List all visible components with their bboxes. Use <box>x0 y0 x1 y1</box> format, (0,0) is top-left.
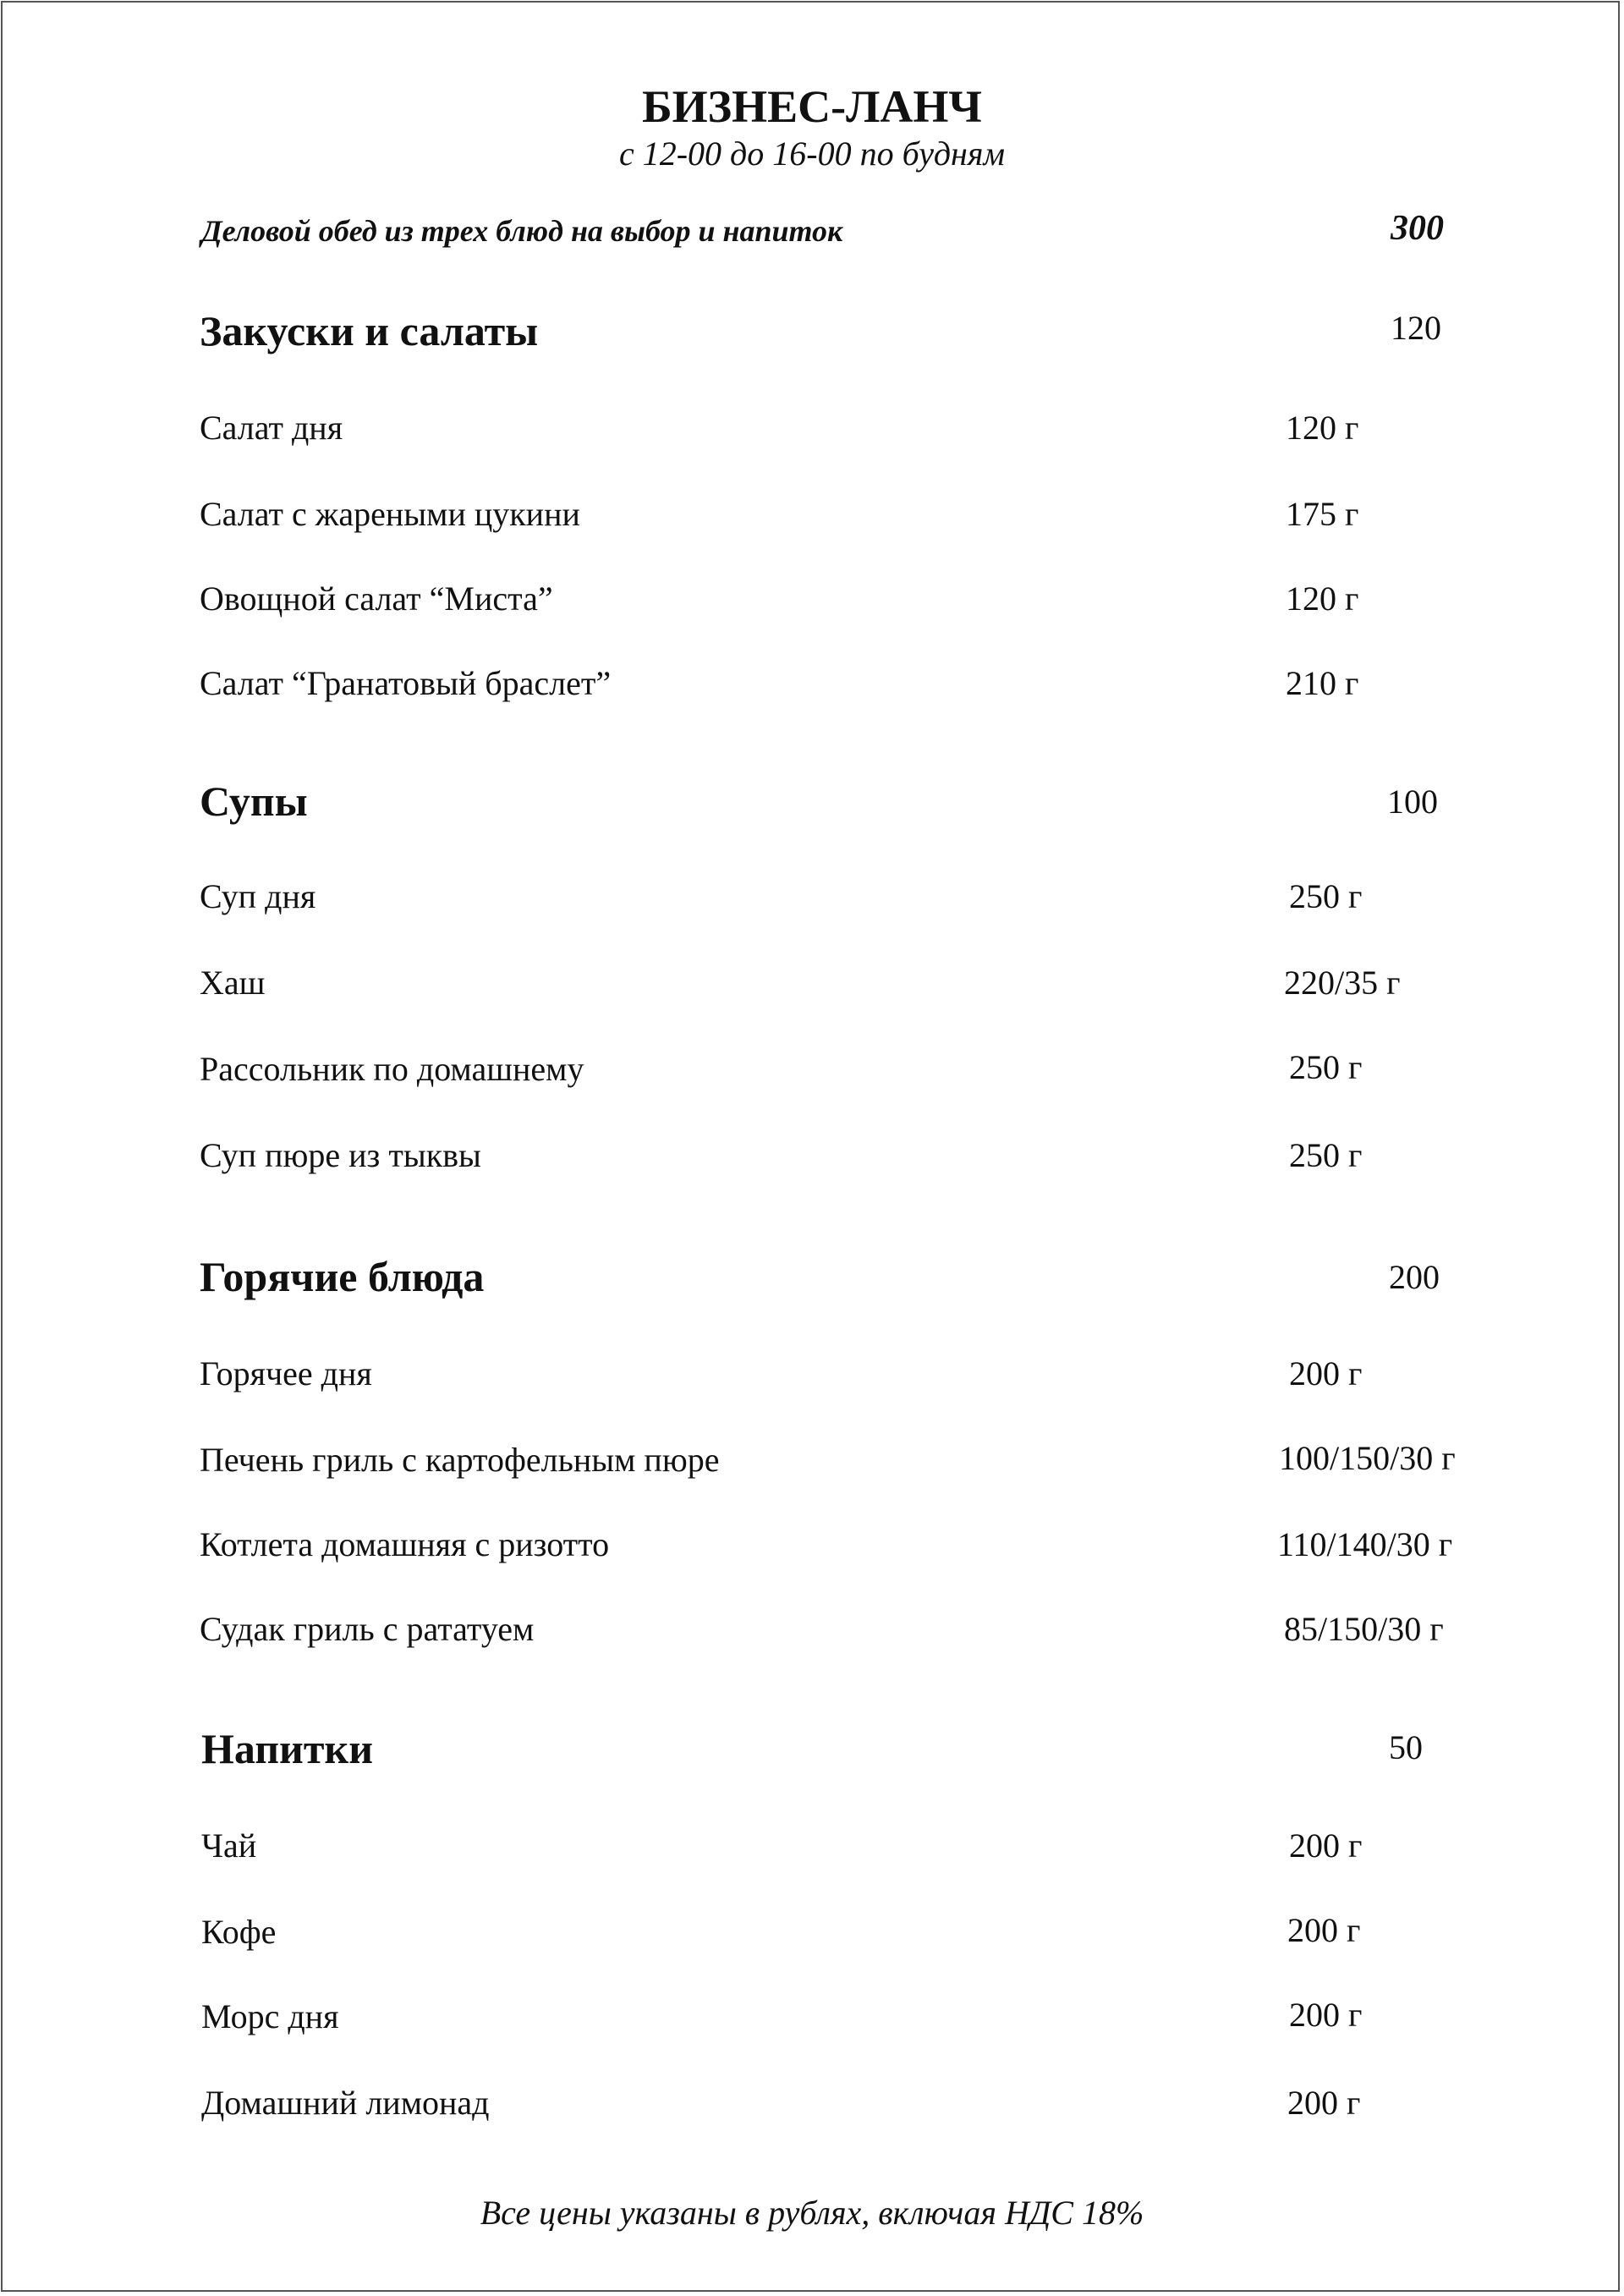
section-price-soups: 100 <box>1387 783 1438 821</box>
menu-item-name: Суп дня <box>200 877 316 915</box>
menu-item-name: Хаш <box>200 964 266 1002</box>
menu-item-name: Салат с жареными цукини <box>200 495 580 533</box>
menu-item-weight: 85/150/30 г <box>1284 1610 1444 1648</box>
menu-item-name: Кофе <box>201 1913 277 1951</box>
section-price-hot-dishes: 200 <box>1389 1258 1440 1296</box>
menu-item-weight: 250 г <box>1289 1136 1363 1174</box>
menu-item-name: Салат “Гранатовый браслет” <box>200 664 612 702</box>
business-lunch-price: 300 <box>1391 209 1444 248</box>
menu-item-name: Морс дня <box>201 1997 339 2035</box>
menu-item-name: Судак гриль с рататуем <box>200 1610 535 1648</box>
menu-item-weight: 250 г <box>1289 1048 1363 1086</box>
menu-item-name: Суп пюре из тыквы <box>200 1136 481 1174</box>
menu-item-name: Чай <box>201 1826 257 1865</box>
section-title-hot-dishes: Горячие блюда <box>200 1253 485 1300</box>
menu-item-weight: 110/140/30 г <box>1277 1525 1453 1563</box>
menu-item-weight: 200 г <box>1289 1996 1363 2034</box>
section-title-drinks: Напитки <box>201 1725 374 1772</box>
menu-item-name: Печень гриль с картофельным пюре <box>200 1441 720 1479</box>
menu-item-weight: 120 г <box>1286 579 1359 618</box>
section-title-soups: Супы <box>200 777 308 825</box>
section-price-drinks: 50 <box>1389 1728 1423 1766</box>
menu-item-weight: 200 г <box>1289 1354 1363 1392</box>
menu-item-weight: 250 г <box>1289 877 1363 915</box>
menu-item-weight: 220/35 г <box>1284 964 1401 1002</box>
menu-item-name: Овощной салат “Миста” <box>200 579 553 618</box>
menu-title: БИЗНЕС-ЛАНЧ <box>641 81 983 132</box>
menu-item-weight: 200 г <box>1287 2084 1361 2122</box>
menu-item-weight: 210 г <box>1286 664 1359 702</box>
menu-item-name: Рассольник по домашнему <box>200 1050 584 1088</box>
menu-item-weight: 175 г <box>1286 495 1359 533</box>
menu-item-weight: 120 г <box>1286 409 1359 447</box>
menu-item-weight: 200 г <box>1289 1826 1363 1865</box>
section-title-appetizers: Закуски и салаты <box>200 307 539 354</box>
price-note: Все цены указаны в рублях, включая НДС 18% <box>480 2194 1144 2232</box>
menu-item-weight: 200 г <box>1287 1911 1361 1949</box>
menu-hours: с 12-00 до 16-00 по будням <box>618 135 1006 173</box>
section-price-appetizers: 120 <box>1391 309 1441 347</box>
business-lunch-description: Деловой обед из трех блюд на выбор и напиток <box>201 214 843 248</box>
menu-item-name: Домашний лимонад <box>201 2084 490 2122</box>
menu-item-name: Котлета домашняя с ризотто <box>200 1525 610 1563</box>
menu-item-name: Горячее дня <box>200 1354 372 1392</box>
menu-item-name: Салат дня <box>200 409 343 447</box>
menu-item-weight: 100/150/30 г <box>1279 1439 1456 1477</box>
